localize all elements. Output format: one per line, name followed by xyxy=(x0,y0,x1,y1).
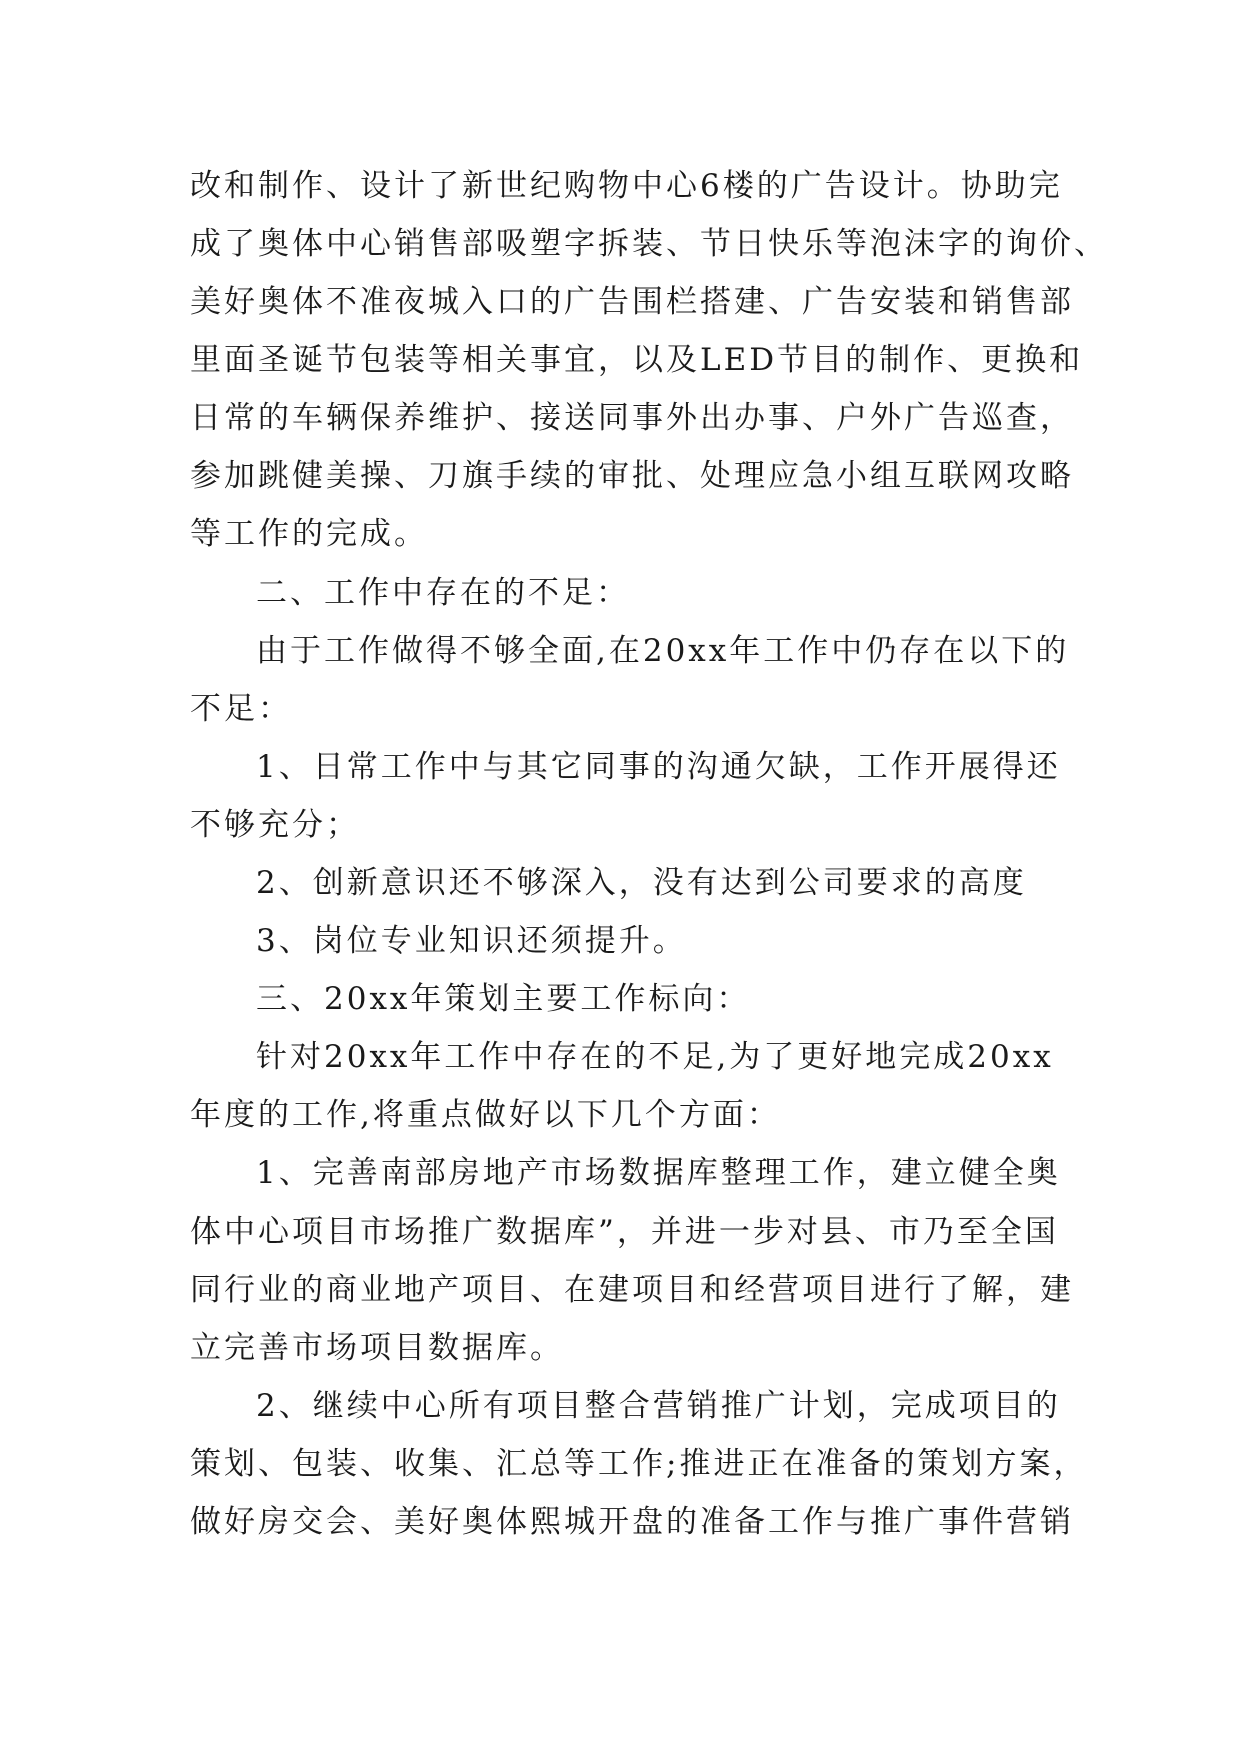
list-item: 1、完善南部房地产市场数据库整理工作，建立健全奥 xyxy=(256,1155,1061,1191)
text-line: 参加跳健美操、刀旗手续的审批、处理应急小组互联网攻略 xyxy=(190,458,1074,494)
section-heading: 二、工作中存在的不足： xyxy=(256,575,630,611)
text-line: 体中心项目市场推广数据库”，并进一步对县、市乃至全国 xyxy=(190,1214,1059,1250)
text-line: 日常的车辆保养维护、接送同事外出办事、户外广告巡查， xyxy=(190,400,1074,436)
text-line: 改和制作、设计了新世纪购物中心6楼的广告设计。协助完 xyxy=(190,168,1063,204)
text-line: 做好房交会、美好奥体熙城开盘的准备工作与推广事件营销 xyxy=(190,1504,1074,1540)
text-line: 同行业的商业地产项目、在建项目和经营项目进行了解，建 xyxy=(190,1272,1074,1308)
text-line: 针对20xx年工作中存在的不足,为了更好地完成20xx xyxy=(256,1039,1054,1075)
text-line: 不足： xyxy=(190,691,292,727)
text-line: 美好奥体不准夜城入口的广告围栏搭建、广告安装和销售部 xyxy=(190,284,1074,320)
text-line: 立完善市场项目数据库。 xyxy=(190,1330,564,1366)
text-line: 里面圣诞节包装等相关事宜，以及LED节目的制作、更换和 xyxy=(190,342,1084,378)
list-item: 2、继续中心所有项目整合营销推广计划，完成项目的 xyxy=(256,1388,1061,1424)
list-item: 2、创新意识还不够深入，没有达到公司要求的高度 xyxy=(256,865,1027,901)
list-item: 3、岗位专业知识还须提升。 xyxy=(256,923,687,959)
text-line: 成了奥体中心销售部吸塑字拆装、节日快乐等泡沫字的询价、 xyxy=(190,226,1108,262)
text-line: 策划、包装、收集、汇总等工作;推进正在准备的策划方案， xyxy=(190,1446,1088,1482)
text-line: 由于工作做得不够全面,在20xx年工作中仍存在以下的 xyxy=(256,633,1070,669)
list-item: 1、日常工作中与其它同事的沟通欠缺，工作开展得还 xyxy=(256,749,1061,785)
text-line: 年度的工作,将重点做好以下几个方面： xyxy=(190,1097,781,1133)
section-heading: 三、20xx年策划主要工作标向： xyxy=(256,981,751,1017)
text-line: 等工作的完成。 xyxy=(190,516,428,552)
text-line: 不够充分； xyxy=(190,807,360,843)
